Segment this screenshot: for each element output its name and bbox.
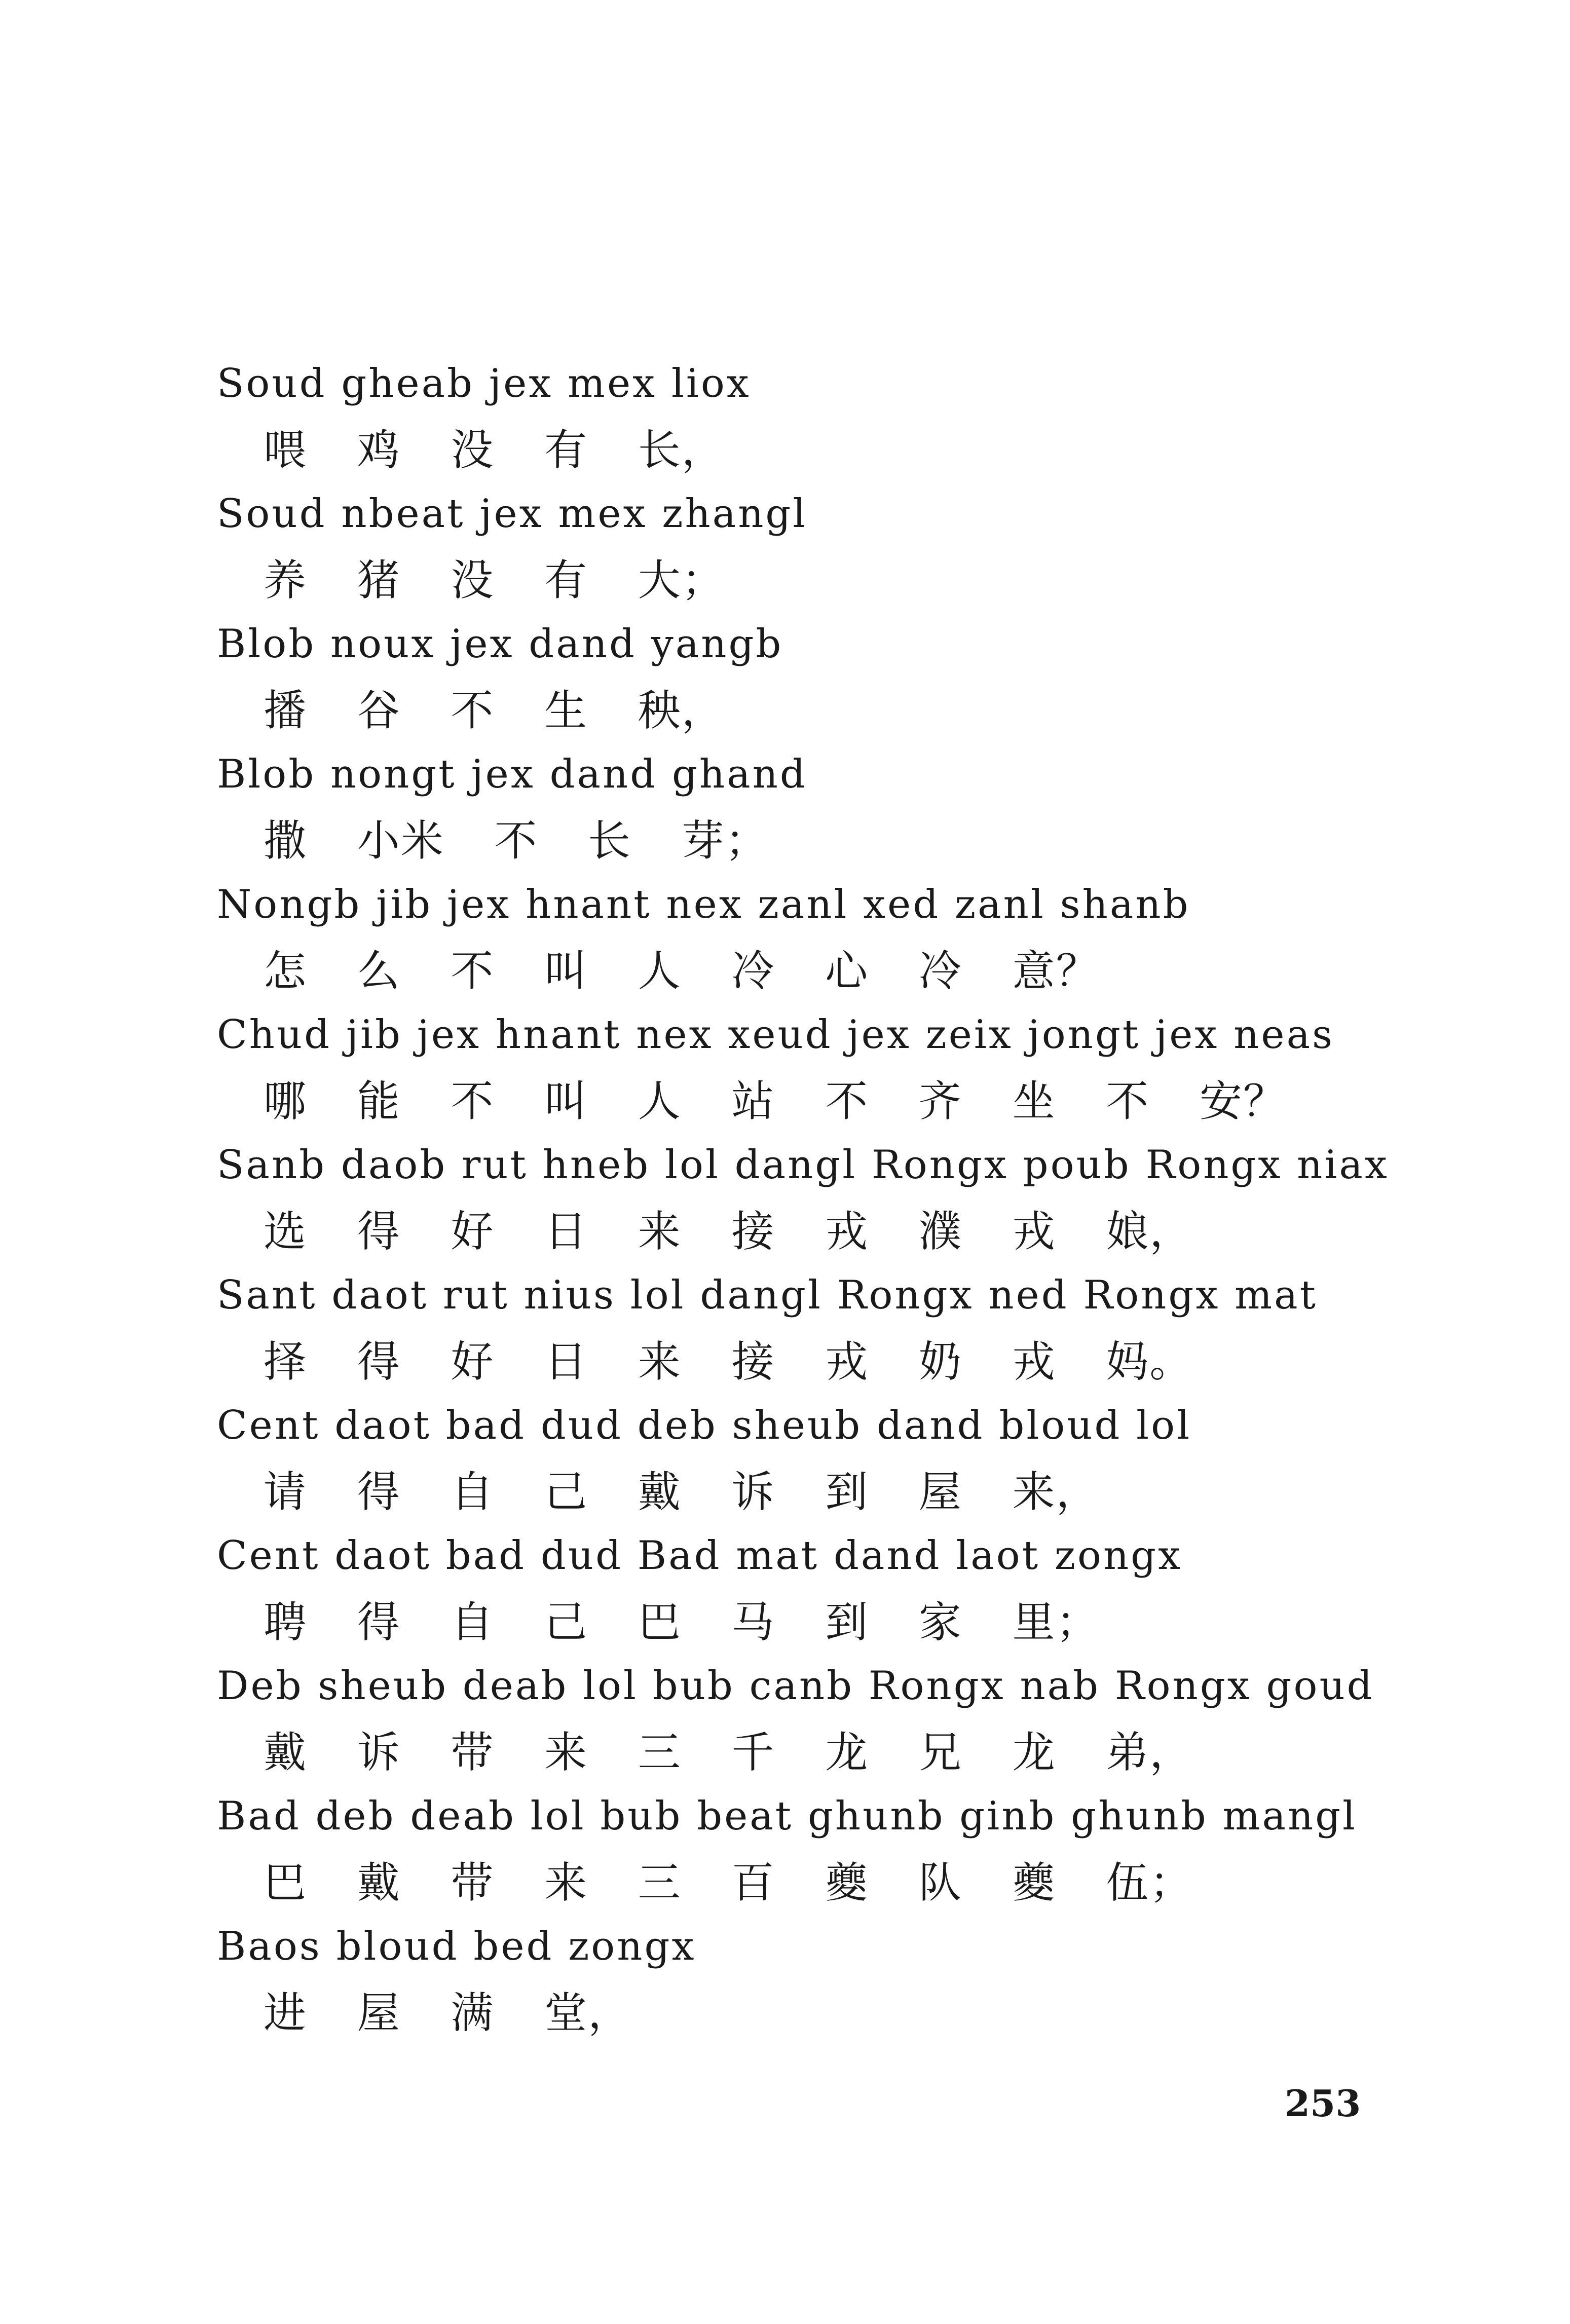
chinese-line-5: 怎 么 不 叫 人 冷 心 冷 意？ — [264, 946, 1100, 996]
romanized-line-3: Blob noux jex dand yangb — [217, 621, 783, 667]
chinese-line-13: 进 屋 满 堂， — [264, 1988, 632, 2038]
romanized-line-11: Deb sheub deab lol bub canb Rongx nab Rongx goud — [217, 1663, 1374, 1709]
chinese-line-10: 聘 得 自 己 巴 马 到 家 里； — [264, 1597, 1100, 1647]
chinese-line-11: 戴 诉 带 来 三 千 龙 兄 龙 弟， — [264, 1728, 1193, 1777]
romanized-line-6: Chud jib jex hnant nex xeud jex zeix jongt jex neas — [217, 1012, 1335, 1058]
chinese-line-2: 养 猪 没 有 大； — [264, 555, 725, 605]
romanized-line-8: Sant daot rut nius lol dangl Rongx ned Rongx mat — [217, 1272, 1318, 1318]
romanized-line-4: Blob nongt jex dand ghand — [217, 752, 807, 797]
chinese-line-1: 喂 鸡 没 有 长， — [264, 425, 725, 475]
chinese-line-6: 哪 能 不 叫 人 站 不 齐 坐 不 安？ — [264, 1076, 1287, 1126]
romanized-line-7: Sanb daob rut hneb lol dangl Rongx poub Rongx niax — [217, 1142, 1389, 1188]
romanized-line-13: Baos bloud bed zongx — [217, 1924, 696, 1969]
chinese-line-8: 择 得 好 日 来 接 戎 奶 戎 妈。 — [264, 1337, 1193, 1386]
romanized-line-10: Cent daot bad dud Bad mat dand laot zongx — [217, 1533, 1183, 1579]
romanized-line-9: Cent daot bad dud deb sheub dand bloud lol — [217, 1403, 1192, 1448]
chinese-line-4: 撒 小米 不 长 芽； — [264, 816, 769, 866]
chinese-line-9: 请 得 自 己 戴 诉 到 屋 来， — [264, 1467, 1100, 1517]
romanized-line-1: Soud gheab jex mex liox — [217, 361, 751, 406]
chinese-line-12: 巴 戴 带 来 三 百 夔 队 夔 伍； — [264, 1858, 1193, 1907]
chinese-line-3: 播 谷 不 生 秧， — [264, 686, 725, 735]
chinese-line-7: 选 得 好 日 来 接 戎 濮 戎 娘， — [264, 1207, 1193, 1256]
romanized-line-5: Nongb jib jex hnant nex zanl xed zanl shanb — [217, 882, 1190, 927]
page-number: 253 — [1285, 2082, 1361, 2125]
romanized-line-2: Soud nbeat jex mex zhangl — [217, 491, 808, 537]
romanized-line-12: Bad deb deab lol bub beat ghunb ginb ghunb mangl — [217, 1793, 1358, 1839]
